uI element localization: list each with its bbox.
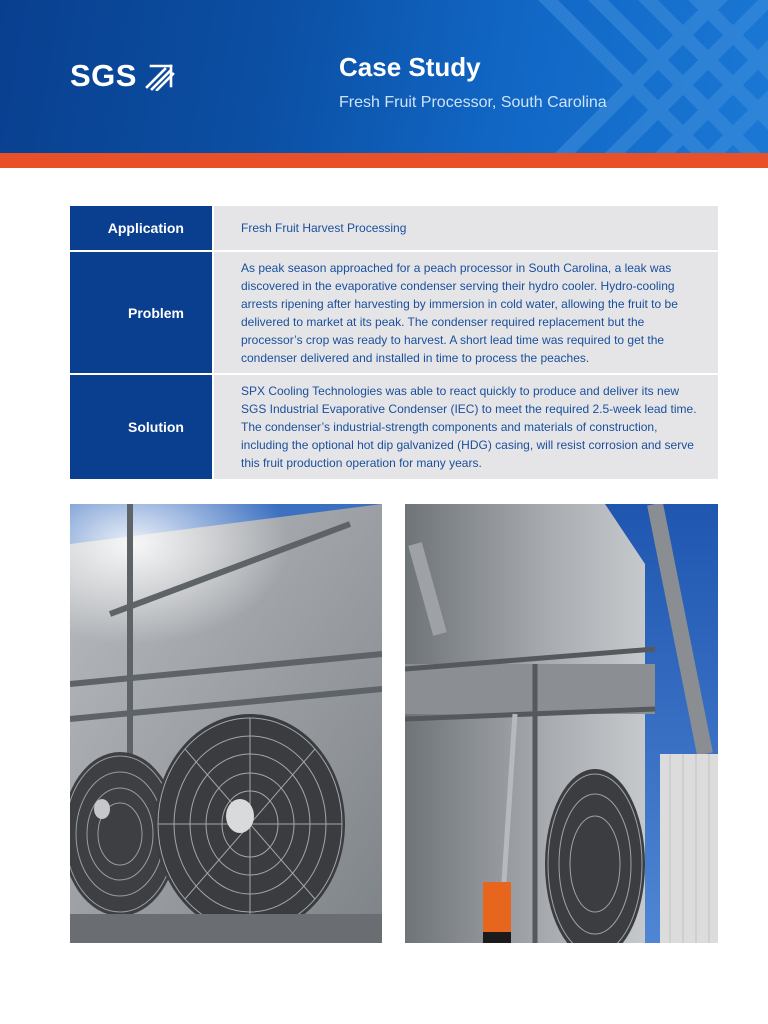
row-label: Solution xyxy=(70,375,212,479)
condenser-fans-photo xyxy=(70,504,382,943)
case-study-table xyxy=(70,206,718,481)
page-subtitle: Fresh Fruit Processor, South Carolina xyxy=(339,94,607,111)
row-label: Application xyxy=(70,206,212,250)
row-content: SPX Cooling Technologies was able to react quickly to produce and deliver its new SGS Industrial Evaporative Condenser (IEC) to meet the required 2.5-week lead time. The condenser’s industrial-strength components and materials of construction, including the optional hot dip galvanized (HDG) casing, will resist corrosion and serve this fruit production operation for many years. xyxy=(212,375,718,479)
row-label: Problem xyxy=(70,252,212,373)
table-row-problem xyxy=(70,252,718,375)
row-content: Fresh Fruit Harvest Processing xyxy=(212,206,718,250)
header-banner xyxy=(0,0,768,153)
table-row-solution xyxy=(70,375,718,481)
accent-stripe xyxy=(0,153,768,168)
condenser-side-photo xyxy=(405,504,718,943)
sgs-logo xyxy=(70,58,177,94)
row-content: As peak season approached for a peach processor in South Carolina, a leak was discovered in the evaporative condenser serving their hydro cooler. Hydro-cooling arrests ripening after harvesting by immersion in cold water, allowing the fruit to be delivered to market at its peak. The condenser required replacement but the processor’s crop was ready to harvest. A short lead time was required to get the condenser delivered and installed in time to process the peaches. xyxy=(212,252,718,373)
fan-right xyxy=(155,714,345,934)
sgs-arrow-mark-icon xyxy=(143,61,177,91)
logo-text: SGS xyxy=(70,58,137,93)
page-title: Case Study xyxy=(339,52,481,82)
table-row-application xyxy=(70,206,718,252)
